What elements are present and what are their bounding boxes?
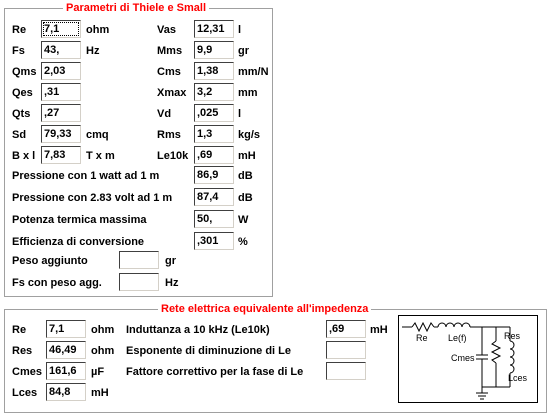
rete-label-lces: Lces — [12, 387, 38, 399]
label-qms: Qms — [12, 66, 37, 78]
rete-unit-cmes: µF — [91, 366, 105, 378]
rete-label-re: Re — [12, 324, 27, 336]
unit-vas: l — [238, 24, 242, 36]
input-b-x-l[interactable]: 7,83 — [41, 146, 81, 164]
rete-label-esponente-di-diminuzione-di-le: Esponente di diminuzione di Le — [126, 345, 292, 357]
input-mms[interactable]: 9,9 — [194, 41, 234, 59]
label-cms: Cms — [157, 66, 181, 78]
rete-label-cmes: Cmes — [12, 366, 42, 378]
equivalent-circuit-diagram — [398, 315, 538, 403]
unit-pressione-con-2-83-volt-ad-1-m: dB — [238, 192, 253, 204]
label-qts: Qts — [12, 108, 31, 120]
input-vd[interactable]: ,025 — [194, 104, 234, 122]
schematic-label-res: Res — [504, 331, 521, 341]
unit-vd: l — [238, 108, 242, 120]
rete-elettrica-title: Rete elettrica equivalente all'impedenza — [158, 303, 371, 316]
thiele-small-title: Parametri di Thiele e Small — [63, 2, 209, 15]
unit-potenza-termica-massima: W — [238, 214, 249, 226]
rete-label-res: Res — [12, 345, 33, 357]
label-efficienza-di-conversione: Efficienza di conversione — [12, 236, 145, 248]
input-fs[interactable]: 43, — [41, 41, 81, 59]
rete-label-induttanza-a-10-khz-le10k: Induttanza a 10 kHz (Le10k) — [126, 324, 270, 336]
label-fs-con-peso-agg: Fs con peso agg. — [12, 277, 102, 289]
label-b-x-l: B x l — [12, 150, 36, 162]
input-rms[interactable]: 1,3 — [194, 125, 234, 143]
label-mms: Mms — [157, 45, 183, 57]
input-qms[interactable]: 2,03 — [41, 62, 81, 80]
rete-input-esponente-di-diminuzione-di-le[interactable] — [326, 341, 366, 359]
rete-input-fattore-correttivo-per-la-fase-di-le[interactable] — [326, 362, 366, 380]
unit-cms: mm/N — [238, 66, 269, 78]
schematic-label-cmes: Cmes — [451, 353, 475, 363]
unit-re: ohm — [86, 24, 110, 36]
label-sd: Sd — [12, 129, 27, 141]
input-sd[interactable]: 79,33 — [41, 125, 81, 143]
input-le10k[interactable]: ,69 — [194, 146, 234, 164]
label-pressione-con-1-watt-ad-1-m: Pressione con 1 watt ad 1 m — [12, 170, 160, 182]
input-potenza-termica-massima[interactable]: 50, — [194, 210, 234, 228]
input-fs-con-peso-agg[interactable] — [119, 273, 159, 291]
label-vd: Vd — [157, 108, 172, 120]
label-rms: Rms — [157, 129, 181, 141]
unit-rms: kg/s — [238, 129, 261, 141]
input-cms[interactable]: 1,38 — [194, 62, 234, 80]
rete-input-cmes[interactable]: 161,6 — [46, 362, 86, 380]
rete-input-lces[interactable]: 84,8 — [46, 383, 86, 401]
schematic-label-re: Re — [416, 333, 428, 343]
input-pressione-con-1-watt-ad-1-m[interactable]: 86,9 — [194, 166, 234, 184]
unit-pressione-con-1-watt-ad-1-m: dB — [238, 170, 253, 182]
unit-sd: cmq — [86, 129, 109, 141]
input-xmax[interactable]: 3,2 — [194, 83, 234, 101]
input-efficienza-di-conversione[interactable]: ,301 — [194, 232, 234, 250]
unit-efficienza-di-conversione: % — [238, 236, 248, 248]
input-qes[interactable]: ,31 — [41, 83, 81, 101]
label-re: Re — [12, 24, 27, 36]
schematic-label-lces: Lces — [508, 373, 528, 383]
unit-mms: gr — [238, 45, 249, 57]
rete-label-fattore-correttivo-per-la-fase-di-le: Fattore correttivo per la fase di Le — [126, 366, 304, 378]
schematic-label-le: Le(f) — [448, 333, 467, 343]
input-pressione-con-2-83-volt-ad-1-m[interactable]: 87,4 — [194, 188, 234, 206]
label-potenza-termica-massima: Potenza termica massima — [12, 214, 147, 226]
rete-unit-induttanza-a-10-khz-le10k: mH — [370, 324, 388, 336]
label-qes: Qes — [12, 87, 33, 99]
unit-b-x-l: T x m — [86, 150, 115, 162]
rete-input-res[interactable]: 46,49 — [46, 341, 86, 359]
input-re[interactable]: 7,1 — [41, 20, 81, 38]
input-vas[interactable]: 12,31 — [194, 20, 234, 38]
unit-le10k: mH — [238, 150, 256, 162]
rete-unit-lces: mH — [91, 387, 109, 399]
rete-input-induttanza-a-10-khz-le10k[interactable]: ,69 — [326, 320, 366, 338]
rete-unit-re: ohm — [91, 324, 115, 336]
unit-xmax: mm — [238, 87, 258, 99]
label-vas: Vas — [157, 24, 176, 36]
unit-peso-aggiunto: gr — [165, 255, 176, 267]
input-peso-aggiunto[interactable] — [119, 251, 159, 269]
label-pressione-con-2-83-volt-ad-1-m: Pressione con 2.83 volt ad 1 m — [12, 192, 173, 204]
rete-unit-res: ohm — [91, 345, 115, 357]
label-fs: Fs — [12, 45, 25, 57]
label-le10k: Le10k — [157, 150, 189, 162]
input-qts[interactable]: ,27 — [41, 104, 81, 122]
label-peso-aggiunto: Peso aggiunto — [12, 255, 88, 267]
label-xmax: Xmax — [157, 87, 187, 99]
unit-fs: Hz — [86, 45, 100, 57]
rete-input-re[interactable]: 7,1 — [46, 320, 86, 338]
unit-fs-con-peso-agg: Hz — [165, 277, 179, 289]
